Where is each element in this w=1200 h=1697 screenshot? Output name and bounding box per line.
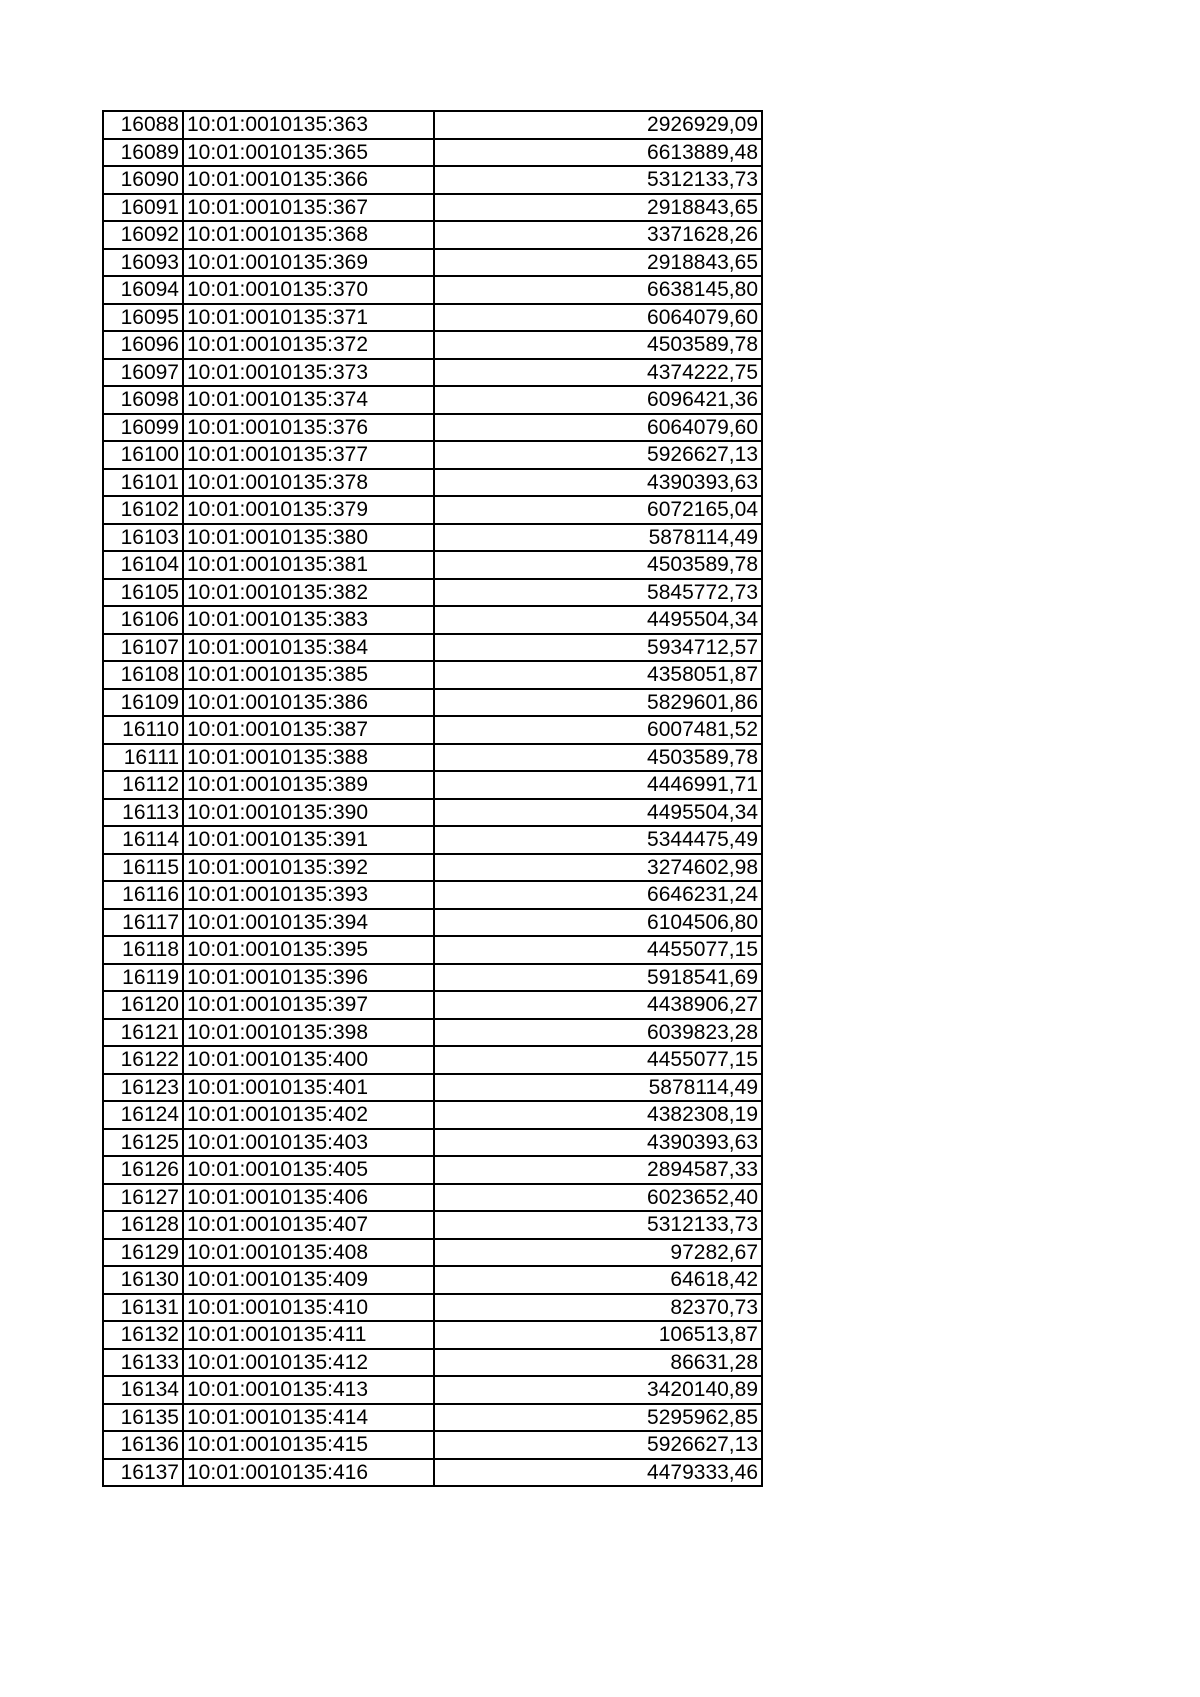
table-row [103,606,762,634]
row-number-cell: 16121 [103,1019,183,1047]
row-number-cell: 16104 [103,551,183,579]
value-cell: 6096421,36 [434,386,762,414]
data-table-body [103,111,762,1486]
table-row [103,1046,762,1074]
value-cell: 5878114,49 [434,524,762,552]
row-number-cell: 16133 [103,1349,183,1377]
table-row [103,496,762,524]
cadastral-number-cell: 10:01:0010135:365 [183,139,434,167]
cadastral-number-cell: 10:01:0010135:363 [183,111,434,139]
row-number-cell: 16127 [103,1184,183,1212]
cadastral-number-cell: 10:01:0010135:395 [183,936,434,964]
row-number-cell: 16137 [103,1459,183,1487]
cadastral-number-cell: 10:01:0010135:390 [183,799,434,827]
cadastral-number-cell: 10:01:0010135:367 [183,194,434,222]
value-cell: 6646231,24 [434,881,762,909]
value-cell: 4503589,78 [434,331,762,359]
cadastral-number-cell: 10:01:0010135:388 [183,744,434,772]
row-number-cell: 16099 [103,414,183,442]
value-cell: 5344475,49 [434,826,762,854]
row-number-cell: 16112 [103,771,183,799]
table-row [103,1376,762,1404]
cadastral-number-cell: 10:01:0010135:408 [183,1239,434,1267]
table-row [103,579,762,607]
cadastral-number-cell: 10:01:0010135:370 [183,276,434,304]
value-cell: 6613889,48 [434,139,762,167]
table-row [103,166,762,194]
row-number-cell: 16130 [103,1266,183,1294]
value-cell: 4446991,71 [434,771,762,799]
value-cell: 5878114,49 [434,1074,762,1102]
cadastral-number-cell: 10:01:0010135:377 [183,441,434,469]
cadastral-number-cell: 10:01:0010135:397 [183,991,434,1019]
value-cell: 4495504,34 [434,799,762,827]
row-number-cell: 16128 [103,1211,183,1239]
cadastral-number-cell: 10:01:0010135:371 [183,304,434,332]
table-row [103,744,762,772]
value-cell: 64618,42 [434,1266,762,1294]
table-row [103,249,762,277]
value-cell: 5312133,73 [434,1211,762,1239]
table-row [103,1404,762,1432]
cadastral-number-cell: 10:01:0010135:402 [183,1101,434,1129]
table-row [103,1239,762,1267]
value-cell: 5934712,57 [434,634,762,662]
value-cell: 6007481,52 [434,716,762,744]
cadastral-number-cell: 10:01:0010135:392 [183,854,434,882]
cadastral-number-cell: 10:01:0010135:376 [183,414,434,442]
table-row [103,854,762,882]
table-row [103,1101,762,1129]
row-number-cell: 16123 [103,1074,183,1102]
row-number-cell: 16096 [103,331,183,359]
cadastral-number-cell: 10:01:0010135:411 [183,1321,434,1349]
cadastral-number-cell: 10:01:0010135:403 [183,1129,434,1157]
table-row [103,826,762,854]
value-cell: 4495504,34 [434,606,762,634]
table-row [103,1156,762,1184]
table-row [103,1184,762,1212]
cadastral-number-cell: 10:01:0010135:405 [183,1156,434,1184]
table-row [103,386,762,414]
table-row [103,139,762,167]
cadastral-number-cell: 10:01:0010135:380 [183,524,434,552]
value-cell: 6039823,28 [434,1019,762,1047]
value-cell: 6064079,60 [434,304,762,332]
row-number-cell: 16101 [103,469,183,497]
table-row [103,194,762,222]
value-cell: 4390393,63 [434,469,762,497]
row-number-cell: 16090 [103,166,183,194]
value-cell: 4382308,19 [434,1101,762,1129]
table-row [103,1459,762,1487]
row-number-cell: 16114 [103,826,183,854]
cadastral-number-cell: 10:01:0010135:396 [183,964,434,992]
cadastral-number-cell: 10:01:0010135:406 [183,1184,434,1212]
row-number-cell: 16118 [103,936,183,964]
value-cell: 3371628,26 [434,221,762,249]
row-number-cell: 16131 [103,1294,183,1322]
value-cell: 5845772,73 [434,579,762,607]
cadastral-number-cell: 10:01:0010135:366 [183,166,434,194]
cadastral-number-cell: 10:01:0010135:386 [183,689,434,717]
table-row [103,991,762,1019]
value-cell: 2918843,65 [434,249,762,277]
row-number-cell: 16120 [103,991,183,1019]
table-row [103,1129,762,1157]
table-row [103,1266,762,1294]
value-cell: 6638145,80 [434,276,762,304]
row-number-cell: 16109 [103,689,183,717]
row-number-cell: 16102 [103,496,183,524]
value-cell: 86631,28 [434,1349,762,1377]
value-cell: 4479333,46 [434,1459,762,1487]
table-row [103,1074,762,1102]
cadastral-number-cell: 10:01:0010135:398 [183,1019,434,1047]
row-number-cell: 16111 [103,744,183,772]
row-number-cell: 16135 [103,1404,183,1432]
row-number-cell: 16093 [103,249,183,277]
value-cell: 5918541,69 [434,964,762,992]
value-cell: 4374222,75 [434,359,762,387]
cadastral-number-cell: 10:01:0010135:409 [183,1266,434,1294]
row-number-cell: 16105 [103,579,183,607]
table-row [103,441,762,469]
row-number-cell: 16124 [103,1101,183,1129]
value-cell: 4438906,27 [434,991,762,1019]
table-row [103,936,762,964]
value-cell: 2926929,09 [434,111,762,139]
value-cell: 5295962,85 [434,1404,762,1432]
row-number-cell: 16115 [103,854,183,882]
table-row [103,414,762,442]
cadastral-number-cell: 10:01:0010135:385 [183,661,434,689]
row-number-cell: 16106 [103,606,183,634]
cadastral-number-cell: 10:01:0010135:382 [183,579,434,607]
value-cell: 82370,73 [434,1294,762,1322]
table-row [103,771,762,799]
table-row [103,221,762,249]
value-cell: 97282,67 [434,1239,762,1267]
table-row [103,469,762,497]
table-row [103,1349,762,1377]
value-cell: 4503589,78 [434,551,762,579]
cadastral-number-cell: 10:01:0010135:415 [183,1431,434,1459]
value-cell: 5312133,73 [434,166,762,194]
table-row [103,716,762,744]
table-row [103,1211,762,1239]
row-number-cell: 16132 [103,1321,183,1349]
row-number-cell: 16134 [103,1376,183,1404]
row-number-cell: 16136 [103,1431,183,1459]
row-number-cell: 16110 [103,716,183,744]
table-row [103,1431,762,1459]
cadastral-number-cell: 10:01:0010135:410 [183,1294,434,1322]
value-cell: 4390393,63 [434,1129,762,1157]
cadastral-number-cell: 10:01:0010135:394 [183,909,434,937]
cadastral-number-cell: 10:01:0010135:414 [183,1404,434,1432]
table-row [103,634,762,662]
row-number-cell: 16088 [103,111,183,139]
cadastral-number-cell: 10:01:0010135:374 [183,386,434,414]
table-row [103,304,762,332]
table-row [103,359,762,387]
table-row [103,909,762,937]
cadastral-number-cell: 10:01:0010135:412 [183,1349,434,1377]
cadastral-number-cell: 10:01:0010135:368 [183,221,434,249]
row-number-cell: 16091 [103,194,183,222]
table-row [103,524,762,552]
table-row [103,111,762,139]
cadastral-number-cell: 10:01:0010135:378 [183,469,434,497]
row-number-cell: 16095 [103,304,183,332]
value-cell: 5926627,13 [434,441,762,469]
cadastral-number-cell: 10:01:0010135:369 [183,249,434,277]
value-cell: 3420140,89 [434,1376,762,1404]
value-cell: 3274602,98 [434,854,762,882]
table-row [103,661,762,689]
row-number-cell: 16113 [103,799,183,827]
value-cell: 2918843,65 [434,194,762,222]
row-number-cell: 16103 [103,524,183,552]
row-number-cell: 16125 [103,1129,183,1157]
row-number-cell: 16119 [103,964,183,992]
row-number-cell: 16092 [103,221,183,249]
row-number-cell: 16116 [103,881,183,909]
table-row [103,689,762,717]
row-number-cell: 16100 [103,441,183,469]
cadastral-number-cell: 10:01:0010135:393 [183,881,434,909]
cadastral-number-cell: 10:01:0010135:384 [183,634,434,662]
value-cell: 106513,87 [434,1321,762,1349]
value-cell: 5829601,86 [434,689,762,717]
cadastral-number-cell: 10:01:0010135:387 [183,716,434,744]
table-row [103,1294,762,1322]
value-cell: 6072165,04 [434,496,762,524]
value-cell: 4358051,87 [434,661,762,689]
row-number-cell: 16117 [103,909,183,937]
row-number-cell: 16107 [103,634,183,662]
value-cell: 4455077,15 [434,936,762,964]
cadastral-number-cell: 10:01:0010135:407 [183,1211,434,1239]
cadastral-number-cell: 10:01:0010135:413 [183,1376,434,1404]
cadastral-number-cell: 10:01:0010135:400 [183,1046,434,1074]
row-number-cell: 16126 [103,1156,183,1184]
cadastral-number-cell: 10:01:0010135:373 [183,359,434,387]
table-row [103,276,762,304]
row-number-cell: 16122 [103,1046,183,1074]
table-row [103,1019,762,1047]
table-row [103,881,762,909]
value-cell: 6104506,80 [434,909,762,937]
value-cell: 5926627,13 [434,1431,762,1459]
cadastral-number-cell: 10:01:0010135:389 [183,771,434,799]
row-number-cell: 16129 [103,1239,183,1267]
row-number-cell: 16094 [103,276,183,304]
row-number-cell: 16089 [103,139,183,167]
table-row [103,799,762,827]
table-row [103,1321,762,1349]
cadastral-number-cell: 10:01:0010135:381 [183,551,434,579]
table-row [103,331,762,359]
table-row [103,964,762,992]
value-cell: 6023652,40 [434,1184,762,1212]
cadastral-number-cell: 10:01:0010135:401 [183,1074,434,1102]
row-number-cell: 16108 [103,661,183,689]
cadastral-number-cell: 10:01:0010135:391 [183,826,434,854]
value-cell: 4455077,15 [434,1046,762,1074]
cadastral-number-cell: 10:01:0010135:416 [183,1459,434,1487]
cadastral-number-cell: 10:01:0010135:383 [183,606,434,634]
cadastral-number-cell: 10:01:0010135:379 [183,496,434,524]
value-cell: 2894587,33 [434,1156,762,1184]
table-row [103,551,762,579]
data-table [102,110,763,1487]
row-number-cell: 16098 [103,386,183,414]
row-number-cell: 16097 [103,359,183,387]
cadastral-number-cell: 10:01:0010135:372 [183,331,434,359]
value-cell: 4503589,78 [434,744,762,772]
value-cell: 6064079,60 [434,414,762,442]
